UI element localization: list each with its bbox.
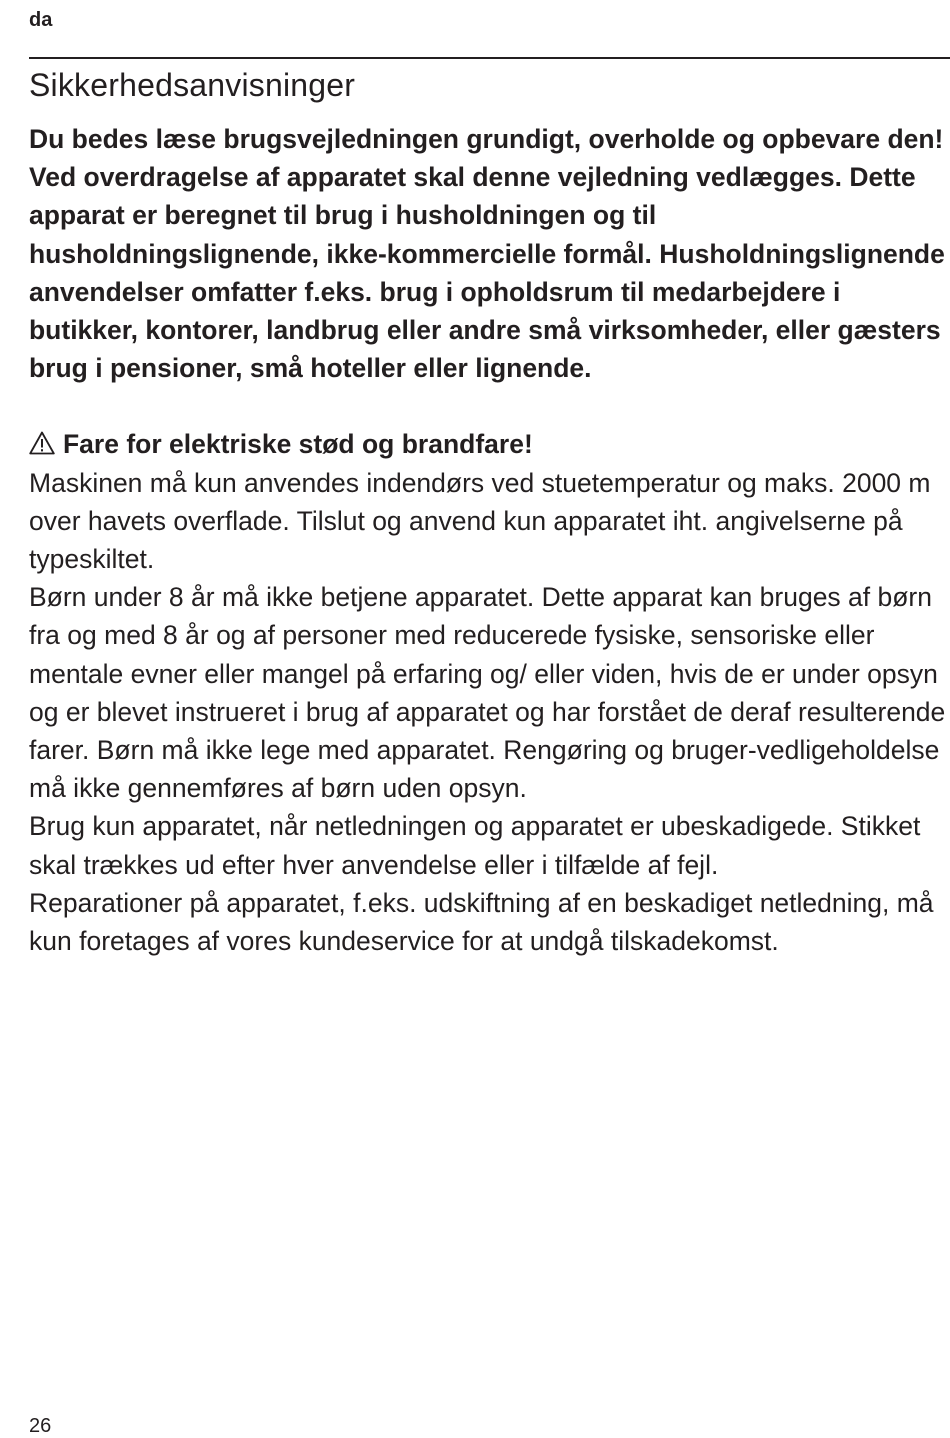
page-number: 26 — [29, 1415, 52, 1437]
language-tag: da — [29, 9, 53, 31]
warning-paragraph-children: Børn under 8 år må ikke betjene apparatet. Dette apparat kan bruges af børn fra og med 8 år og af personer med reducerede fysiske, sensoriske eller mentale evner eller mangel på erfaring og/ eller viden, hvis de er under opsyn og er blevet instrueret i brug af apparatet og har forstået de deraf resulterende farer. Børn må ikke lege med apparatet. Rengøring og bruger-vedligeholdelse må ikke gennemføres af børn uden opsyn. — [29, 582, 946, 804]
section-title: Sikkerhedsanvisninger — [29, 67, 356, 103]
warning-heading-text: Fare for elektriske stød og brandfare! — [63, 429, 533, 460]
warning-heading — [29, 425, 947, 463]
warning-paragraph-usage: Maskinen må kun anvendes indendørs ved stuetemperatur og maks. 2000 m over havets overflade. Tilslut og anvend kun apparatet iht. angivelserne på typeskiltet. — [29, 467, 931, 575]
section-body — [29, 120, 947, 960]
warning-paragraph-repairs: Reparationer på apparatet, f.eks. udskiftning af en beskadiget netledning, må kun foretages af vores kundeservice for at undgå tilskadekomst. — [29, 887, 934, 957]
warning-paragraph-cord: Brug kun apparatet, når netledningen og apparatet er ubeskadigede. Stikket skal trækkes ud efter hver anvendelse eller i tilfælde af fejl. — [29, 811, 921, 880]
warning-triangle-icon — [29, 431, 55, 455]
intro-paragraph: Du bedes læse brugsvejledningen grundigt, overholde og opbevare den! Ved overdragelse af apparatet skal denne vejledning vedlægges. Dette apparat er beregnet til brug i husholdningen og til husholdningslignende, ikke-kommercielle formål. Husholdningslignende anvendelser omfatter f.eks. brug i opholdsrum til medarbejdere i butikker, kontorer, landbrug eller andre små virksomheder, eller gæsters brug i pensioner, små hoteller eller lignende. — [29, 124, 945, 384]
header-divider — [29, 57, 950, 59]
